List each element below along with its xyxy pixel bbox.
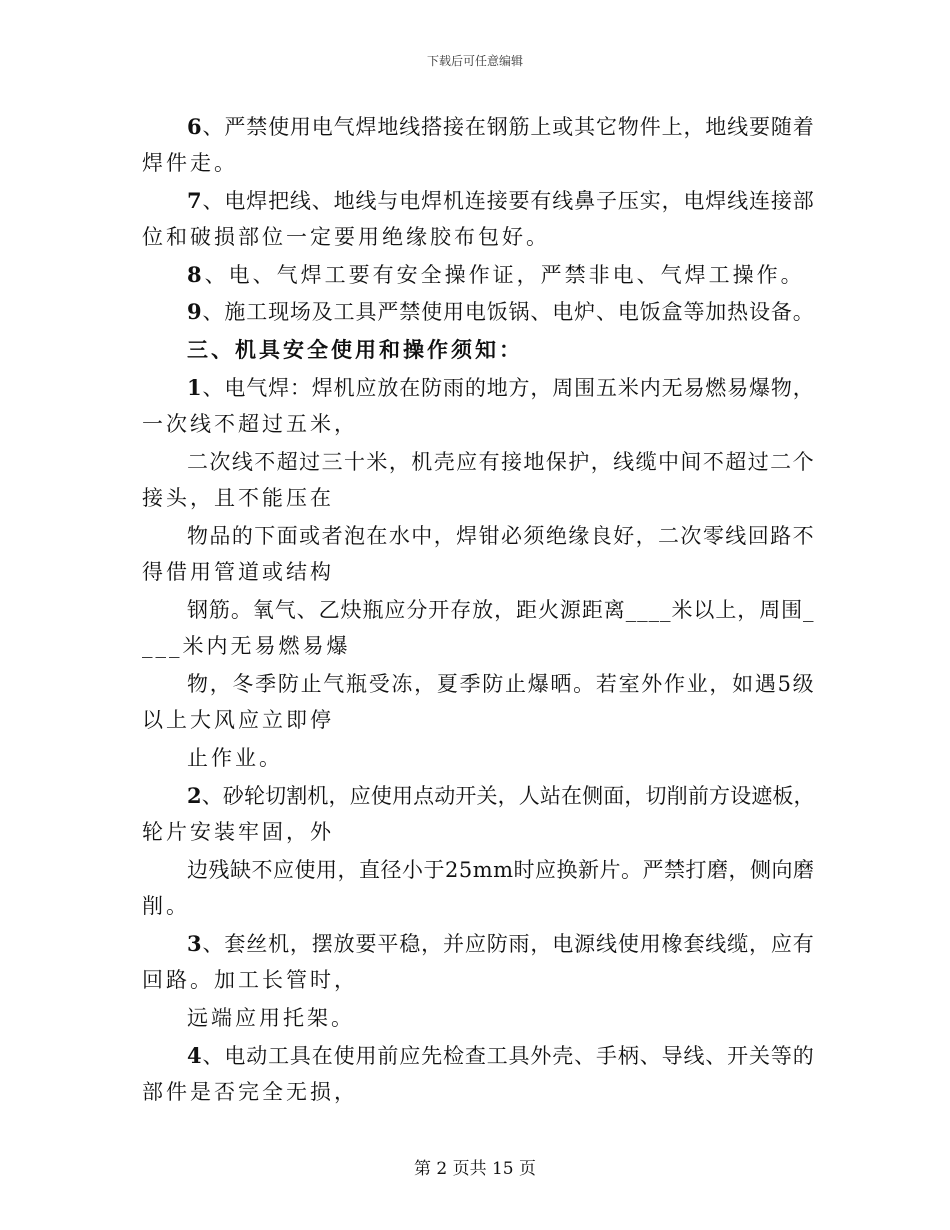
text-line: 焊件走。	[142, 151, 238, 175]
text-line: 3、套丝机，摆放要平稳，并应防雨，电源线使用橡套线缆，应有	[187, 931, 815, 956]
text-line: 接头，且不能压在	[142, 486, 334, 510]
text-line: 2、砂轮切割机，应使用点动开关，人站在侧面，切削前方设遮板，	[187, 783, 815, 808]
text-line: 9、施工现场及工具严禁使用电饭锅、电炉、电饭盒等加热设备。	[187, 299, 815, 324]
text-line: 1、电气焊：焊机应放在防雨的地方，周围五米内无易燃易爆物，	[187, 375, 815, 400]
text-line: 4、电动工具在使用前应先检查工具外壳、手柄、导线、开关等的	[187, 1043, 815, 1068]
text-line: 削。	[142, 894, 190, 918]
text-line: 物，冬季防止气瓶受冻，夏季防止爆晒。若室外作业，如遇5级	[187, 672, 816, 696]
page-header-note: 下载后可任意编辑	[426, 54, 523, 68]
text-line: 以上大风应立即停	[142, 708, 334, 732]
text-line: 6、严禁使用电气焊地线搭接在钢筋上或其它物件上，地线要随着	[187, 114, 815, 139]
section-heading: 三、机具安全使用和操作须知：	[187, 337, 523, 362]
text-line: 部件是否完全无损，	[142, 1080, 358, 1104]
text-line: 止作业。	[187, 746, 283, 770]
text-line: 物品的下面或者泡在水中，焊钳必须绝缘良好，二次零线回路不	[187, 524, 815, 548]
text-line: 轮片安装牢固，外	[142, 820, 334, 844]
text-line: 钢筋。氧气、乙炔瓶应分开存放，距火源距离____米以上，周围_	[187, 598, 815, 622]
text-line: 一次线不超过五米，	[142, 412, 358, 436]
text-line: ___米内无易燃易爆	[142, 634, 351, 658]
text-line: 位和破损部位一定要用绝缘胶布包好。	[142, 225, 550, 249]
text-line: 二次线不超过三十米，机壳应有接地保护，线缆中间不超过二个	[187, 450, 815, 474]
text-line: 7、电焊把线、地线与电焊机连接要有线鼻子压实，电焊线连接部	[187, 188, 815, 213]
page-number-footer: 第 2 页共 15 页	[413, 1159, 537, 1179]
text-line: 边残缺不应使用，直径小于25mm时应换新片。严禁打磨，侧向磨	[187, 858, 815, 882]
text-line: 得借用管道或结构	[142, 560, 334, 584]
text-line: 远端应用托架。	[187, 1006, 355, 1030]
text-line: 回路。加工长管时，	[142, 968, 358, 992]
text-line: 8、电、气焊工要有安全操作证，严禁非电、气焊工操作。	[187, 262, 805, 287]
